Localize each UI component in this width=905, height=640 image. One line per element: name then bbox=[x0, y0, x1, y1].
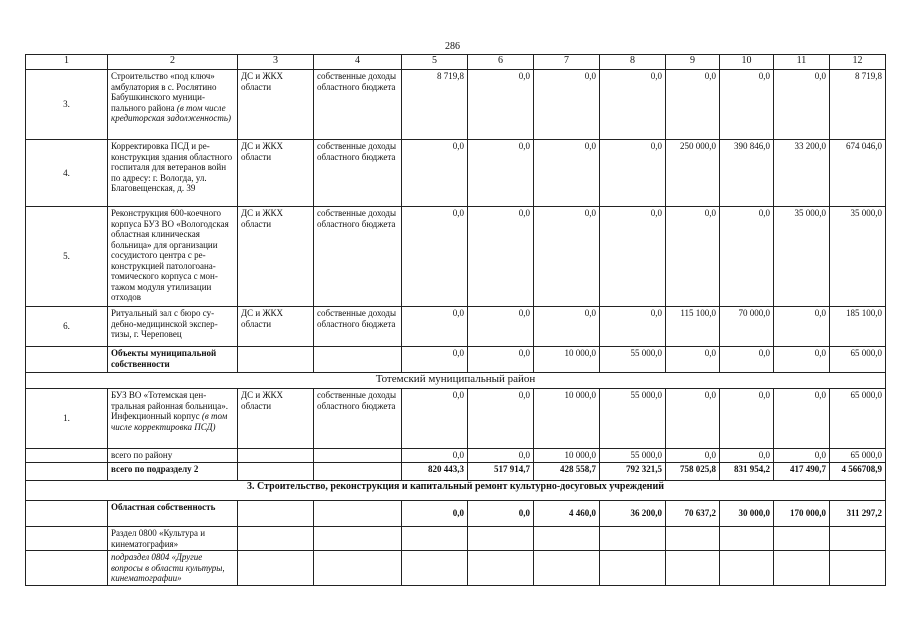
value-cell: 0,0 bbox=[600, 307, 666, 347]
table-row bbox=[26, 70, 886, 140]
value-cell: 831 954,2 bbox=[720, 463, 774, 481]
district-title: Тотемский муниципальный район bbox=[26, 373, 886, 389]
value-cell: 4 566708,9 bbox=[830, 463, 886, 481]
value-cell: 0,0 bbox=[534, 70, 600, 140]
value-cell: 55 000,0 bbox=[600, 449, 666, 463]
funding-source: собственные доходы областного бюджета bbox=[314, 140, 402, 207]
header-cell: 3 bbox=[238, 55, 314, 70]
value-cell: 0,0 bbox=[468, 207, 534, 307]
funding-source: собственные доходы областного бюджета bbox=[314, 207, 402, 307]
object-note: (в том числе кредиторская задолженность) bbox=[111, 102, 231, 123]
value-cell: 0,0 bbox=[720, 389, 774, 449]
regional-total-label: Областная собственность bbox=[108, 501, 238, 527]
value-cell: 792 321,5 bbox=[600, 463, 666, 481]
podrazdel-label: подраздел 0804 «Другие вопросы в области культуры, кинематографии» bbox=[108, 551, 238, 586]
header-cell: 10 bbox=[720, 55, 774, 70]
value-cell: 0,0 bbox=[468, 307, 534, 347]
subsection-total-row bbox=[26, 463, 886, 481]
value-cell: 0,0 bbox=[402, 307, 468, 347]
funding-source: собственные доходы областного бюджета bbox=[314, 70, 402, 140]
value-cell: 170 000,0 bbox=[774, 501, 830, 527]
value-cell: 0,0 bbox=[468, 347, 534, 373]
value-cell: 35 000,0 bbox=[774, 207, 830, 307]
value-cell: 55 000,0 bbox=[600, 389, 666, 449]
header-cell: 4 bbox=[314, 55, 402, 70]
value-cell: 0,0 bbox=[534, 307, 600, 347]
subsection-total-label: всего по подразделу 2 bbox=[108, 463, 238, 481]
value-cell: 0,0 bbox=[666, 389, 720, 449]
value-cell: 820 443,3 bbox=[402, 463, 468, 481]
value-cell: 0,0 bbox=[720, 70, 774, 140]
value-cell: 70 637,2 bbox=[666, 501, 720, 527]
value-cell: 0,0 bbox=[666, 449, 720, 463]
razdel-label: Раздел 0800 «Культура и кинематография» bbox=[108, 527, 238, 551]
header-cell: 12 bbox=[830, 55, 886, 70]
value-cell: 417 490,7 bbox=[774, 463, 830, 481]
podrazdel-row bbox=[26, 551, 886, 586]
district-total-label: всего по району bbox=[108, 449, 238, 463]
value-cell: 0,0 bbox=[402, 501, 468, 527]
value-cell: 0,0 bbox=[468, 140, 534, 207]
value-cell: 0,0 bbox=[600, 70, 666, 140]
object-name: БУЗ ВО «Тотемская центральная районная больница». Инфекционный корпус (в том числе корректировка ПСД) bbox=[108, 389, 238, 449]
value-cell: 10 000,0 bbox=[534, 449, 600, 463]
municipal-total-row bbox=[26, 347, 886, 373]
object-name: Реконструкция 600-коечного корпуса БУЗ ВО «Вологодская областная клиническая больница» для организации сосудистого центра с реконструкцией патологоанатомического корпуса с монтажом модуля утилизации отходов bbox=[108, 207, 238, 307]
razdel-row bbox=[26, 527, 886, 551]
regional-total-row bbox=[26, 501, 886, 527]
header-cell: 8 bbox=[600, 55, 666, 70]
object-name: Строительство «под ключ» амбулатория в с. Рослятино Бабушкинского муниципального района (в том числе кредиторская задолженность) bbox=[108, 70, 238, 140]
value-cell: 311 297,2 bbox=[830, 501, 886, 527]
value-cell: 0,0 bbox=[534, 140, 600, 207]
value-cell: 8 719,8 bbox=[830, 70, 886, 140]
value-cell: 0,0 bbox=[774, 70, 830, 140]
value-cell: 55 000,0 bbox=[600, 347, 666, 373]
customer: ДС и ЖКХ области bbox=[238, 207, 314, 307]
header-cell: 5 bbox=[402, 55, 468, 70]
value-cell: 30 000,0 bbox=[720, 501, 774, 527]
table-row bbox=[26, 207, 886, 307]
value-cell: 0,0 bbox=[402, 140, 468, 207]
value-cell: 8 719,8 bbox=[402, 70, 468, 140]
row-index: 3. bbox=[26, 70, 108, 140]
page-number: 286 bbox=[445, 41, 460, 52]
value-cell: 36 200,0 bbox=[600, 501, 666, 527]
value-cell: 0,0 bbox=[468, 449, 534, 463]
header-cell: 6 bbox=[468, 55, 534, 70]
header-cell: 2 bbox=[108, 55, 238, 70]
row-index: 4. bbox=[26, 140, 108, 207]
value-cell: 65 000,0 bbox=[830, 347, 886, 373]
row-index: 1. bbox=[26, 389, 108, 449]
value-cell: 0,0 bbox=[720, 347, 774, 373]
value-cell: 185 100,0 bbox=[830, 307, 886, 347]
customer: ДС и ЖКХ области bbox=[238, 140, 314, 207]
value-cell: 10 000,0 bbox=[534, 389, 600, 449]
object-note: (в том числе корректировка ПСД) bbox=[111, 411, 228, 432]
table-row bbox=[26, 307, 886, 347]
value-cell: 0,0 bbox=[720, 207, 774, 307]
district-total-row bbox=[26, 449, 886, 463]
header-cell: 1 bbox=[26, 55, 108, 70]
value-cell: 0,0 bbox=[774, 389, 830, 449]
value-cell: 35 000,0 bbox=[830, 207, 886, 307]
value-cell: 0,0 bbox=[600, 140, 666, 207]
header-cell: 7 bbox=[534, 55, 600, 70]
value-cell: 0,0 bbox=[720, 449, 774, 463]
header-row bbox=[26, 55, 886, 70]
municipal-total-label: Объекты муниципальной собственности bbox=[108, 347, 238, 373]
value-cell: 10 000,0 bbox=[534, 347, 600, 373]
funding-source: собственные доходы областного бюджета bbox=[314, 389, 402, 449]
table-row bbox=[26, 140, 886, 207]
table-row bbox=[26, 389, 886, 449]
customer: ДС и ЖКХ области bbox=[238, 307, 314, 347]
value-cell: 65 000,0 bbox=[830, 449, 886, 463]
budget-table bbox=[25, 54, 886, 586]
funding-source: собственные доходы областного бюджета bbox=[314, 307, 402, 347]
value-cell: 0,0 bbox=[468, 501, 534, 527]
district-title-row bbox=[26, 373, 886, 389]
row-index: 5. bbox=[26, 207, 108, 307]
header-cell: 9 bbox=[666, 55, 720, 70]
value-cell: 0,0 bbox=[666, 207, 720, 307]
value-cell: 758 025,8 bbox=[666, 463, 720, 481]
value-cell: 4 460,0 bbox=[534, 501, 600, 527]
section-title: 3. Строительство, реконструкция и капитальный ремонт культурно-досуговых учреждений bbox=[26, 481, 886, 501]
value-cell: 115 100,0 bbox=[666, 307, 720, 347]
value-cell: 0,0 bbox=[534, 207, 600, 307]
value-cell: 70 000,0 bbox=[720, 307, 774, 347]
value-cell: 428 558,7 bbox=[534, 463, 600, 481]
section-title-row bbox=[26, 481, 886, 501]
customer: ДС и ЖКХ области bbox=[238, 70, 314, 140]
value-cell: 0,0 bbox=[402, 449, 468, 463]
value-cell: 0,0 bbox=[600, 207, 666, 307]
value-cell: 390 846,0 bbox=[720, 140, 774, 207]
value-cell: 0,0 bbox=[666, 70, 720, 140]
value-cell: 0,0 bbox=[774, 449, 830, 463]
value-cell: 0,0 bbox=[774, 347, 830, 373]
header-cell: 11 bbox=[774, 55, 830, 70]
value-cell: 250 000,0 bbox=[666, 140, 720, 207]
value-cell: 0,0 bbox=[468, 389, 534, 449]
value-cell: 0,0 bbox=[468, 70, 534, 140]
value-cell: 674 046,0 bbox=[830, 140, 886, 207]
value-cell: 0,0 bbox=[402, 207, 468, 307]
object-name: Корректировка ПСД и реконструкция здания областного госпиталя для ветеранов войн по адресу: г. Вологда, ул. Благовещенская, д. 39 bbox=[108, 140, 238, 207]
value-cell: 0,0 bbox=[774, 307, 830, 347]
row-index: 6. bbox=[26, 307, 108, 347]
customer: ДС и ЖКХ области bbox=[238, 389, 314, 449]
value-cell: 0,0 bbox=[666, 347, 720, 373]
object-name: Ритуальный зал с бюро судебно-медицинской экспертизы, г. Череповец bbox=[108, 307, 238, 347]
value-cell: 517 914,7 bbox=[468, 463, 534, 481]
value-cell: 33 200,0 bbox=[774, 140, 830, 207]
value-cell: 0,0 bbox=[402, 347, 468, 373]
value-cell: 0,0 bbox=[402, 389, 468, 449]
value-cell: 65 000,0 bbox=[830, 389, 886, 449]
